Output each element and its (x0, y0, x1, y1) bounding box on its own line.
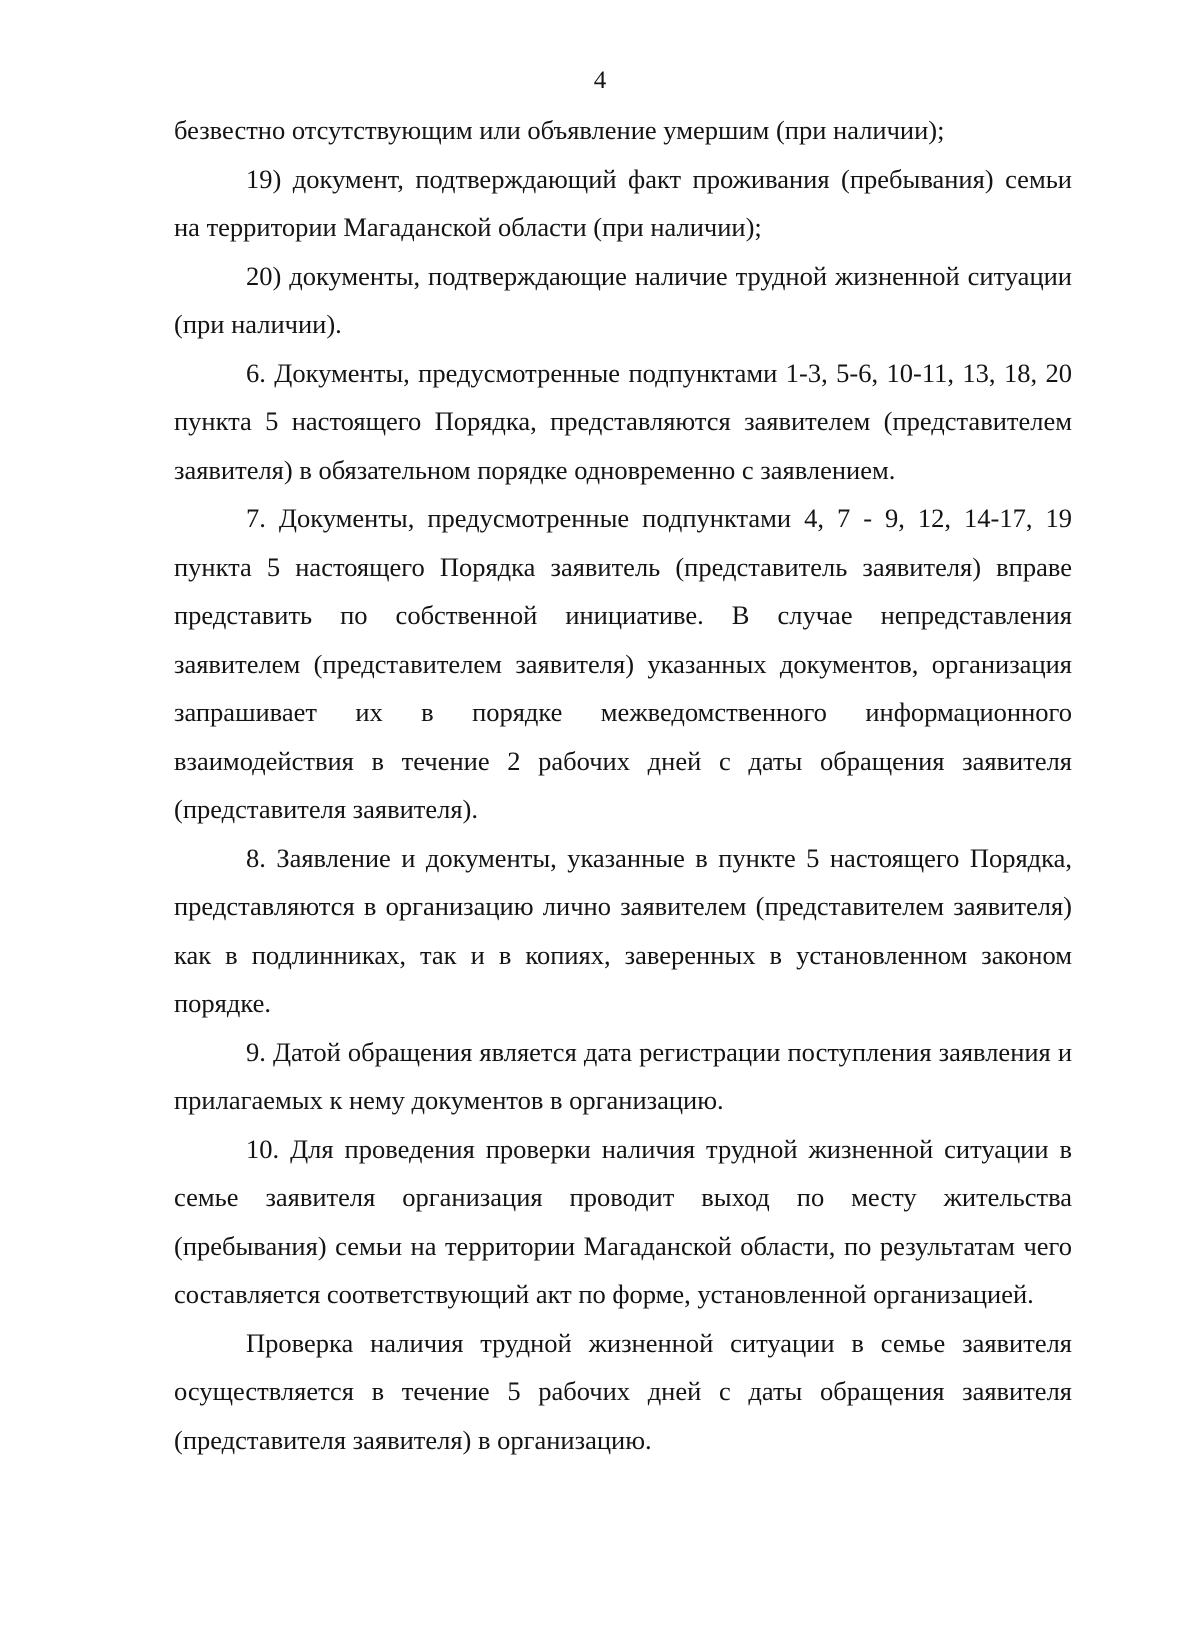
paragraph-clause-8: 8. Заявление и документы, указанные в пункте 5 настоящего Порядка, представляются в организацию лично заявителем (представителем заявителя) как в подлинниках, так и в копиях, заверенных в установленном законом порядке. (174, 842, 1072, 1018)
paragraph-clause-6: 6. Документы, предусмотренные подпунктами 1-3, 5-6, 10-11, 13, 18, 20 пункта 5 настоящего Порядка, представляются заявителем (представителем заявителя) в обязательном порядке одновременно с заявлением. (174, 357, 1072, 485)
paragraph-clause-7: 7. Документы, предусмотренные подпунктами 4, 7 - 9, 12, 14-17, 19 пункта 5 настоящего Порядка заявитель (представитель заявителя) вправе представить по собственной инициативе. В случае непредставления заявителем (представителем заявителя) указанных документов, организация запрашивает их в порядке межведомственного информационного взаимодействия в течение 2 рабочих дней с даты обращения заявителя (представителя заявителя). (174, 503, 1072, 824)
paragraph-clause-9: 9. Датой обращения является дата регистрации поступления заявления и прилагаемых к нему документов в организацию. (174, 1036, 1072, 1115)
paragraph-clause-10: 10. Для проведения проверки наличия трудной жизненной ситуации в семье заявителя организация проводит выход по месту жительства (пребывания) семьи на территории Магаданской области, по результатам чего составляется соответствующий акт по форме, установленной организацией. (174, 1133, 1072, 1309)
paragraph-check-period: Проверка наличия трудной жизненной ситуации в семье заявителя осуществляется в течение 5 рабочих дней с даты обращения заявителя (представителя заявителя) в организацию. (174, 1327, 1072, 1455)
document-body (174, 106, 1072, 1464)
paragraph-continuation: безвестно отсутствующим или объявление умершим (при наличии); (174, 115, 945, 145)
paragraph-item-19: 19) документ, подтверждающий факт проживания (пребывания) семьи на территории Магаданской области (при наличии); (174, 163, 1072, 242)
paragraph-item-20: 20) документы, подтверждающие наличие трудной жизненной ситуации (при наличии). (174, 260, 1072, 339)
page-number: 4 (593, 67, 607, 94)
